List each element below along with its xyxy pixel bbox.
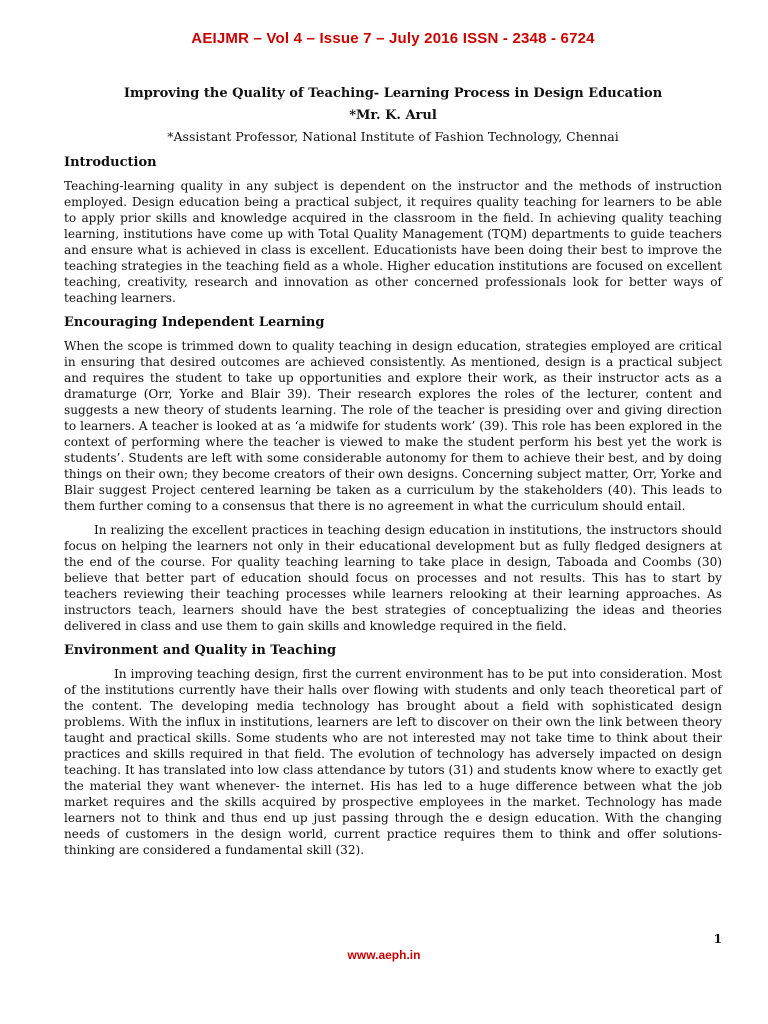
section-heading: Environment and Quality in Teaching [64,643,337,658]
paragraph: Teaching-learning quality in any subject is dependent on the instructor and the methods of instruction employed. Design education being a practical subject, it requires quality teaching for learners to be able to apply prior skills and knowledge acquired in the classroom in the field. In achieving quality teaching learning, institutions have come up with Total Quality Management (TQM) departments to guide teachers and ensure what is achieved in class is excellent. Educationists have been doing their best to improve the teaching strategies in the teaching field as a whole. Higher education institutions are focused on excellent teaching, creativity, research and innovation as other concerned professionals look for better ways of teaching learners. [64,179,722,305]
section-introduction [64,154,722,306]
author-name: *Mr. K. Arul [349,108,437,123]
journal-header: AEIJMR – Vol 4 – Issue 7 – July 2016 ISSN - 2348 - 6724 [191,30,595,47]
paragraph: In improving teaching design, first the current environment has to be put into consideration. Most of the institutions currently have their halls over flowing with students and only teach theoretical part of the content. The developing media technology has brought about a field with sophisticated design problems. With the influx in institutions, learners are left to discover on their own the link between theory taught and practical skills. Some students who are not interested may not take time to think about their practices and skills required in that field. The evolution of technology has adversely impacted on design teaching. It has translated into low class attendance by tutors (31) and students know where to exactly get the material they want whenever- the internet. His has led to a huge difference between what the job market requires and the skills acquired by prospective employees in the market. Technology has made learners not to think and thus end up just passing through the e design education. With the changing needs of customers in the design world, current practice requires them to think and offer solutions- thinking are considered a fundamental skill (32). [64,667,722,857]
paragraph: In realizing the excellent practices in teaching design education in institutions, the instructors should focus on helping the learners not only in their educational development but as fully fledged designers at the end of the course. For quality teaching learning to take place in design, Taboada and Coombs (30) believe that better part of education should focus on processes and not results. This has to start by teachers reviewing their teaching processes while learners relooking at their learning approaches. As instructors teach, learners should have the best strategies of conceptualizing the ideas and theories delivered in class and use them to gain skills and knowledge required in the field. [64,523,722,633]
section-environment-quality [64,642,722,858]
section-heading: Introduction [64,155,157,170]
paper-title: Improving the Quality of Teaching- Learning Process in Design Education [123,86,663,101]
section-independent-learning [64,314,722,634]
section-heading: Encouraging Independent Learning [64,315,325,330]
page-number: 1 [713,932,722,946]
footer-url[interactable]: www.aeph.in [347,948,421,962]
paragraph: When the scope is trimmed down to quality teaching in design education, strategies employed are critical in ensuring that desired outcomes are achieved consistently. As mentioned, design is a practical subject and requires the student to take up opportunities and explore their work, as their instructor acts as a dramaturge (Orr, Yorke and Blair 39). Their research explores the roles of the lecturer, content and suggests a new theory of students learning. The role of the teacher is presiding over and giving direction to learners. A teacher is looked at as ‘a midwife for students work’ (39). This role has been explored in the context of performing where the teacher is viewed to make the student perform his best yet the work is students’. Students are left with some considerable autonomy for them to achieve their best, and by doing things on their own; they become creators of their own designs. Concerning subject matter, Orr, Yorke and Blair suggest Project centered learning be taken as a curriculum by the stakeholders (40). This leads to them further coming to a consensus that there is no agreement in what the curriculum should entail. [64,339,722,513]
author-affiliation: *Assistant Professor, National Institute of Fashion Technology, Chennai [167,129,619,144]
